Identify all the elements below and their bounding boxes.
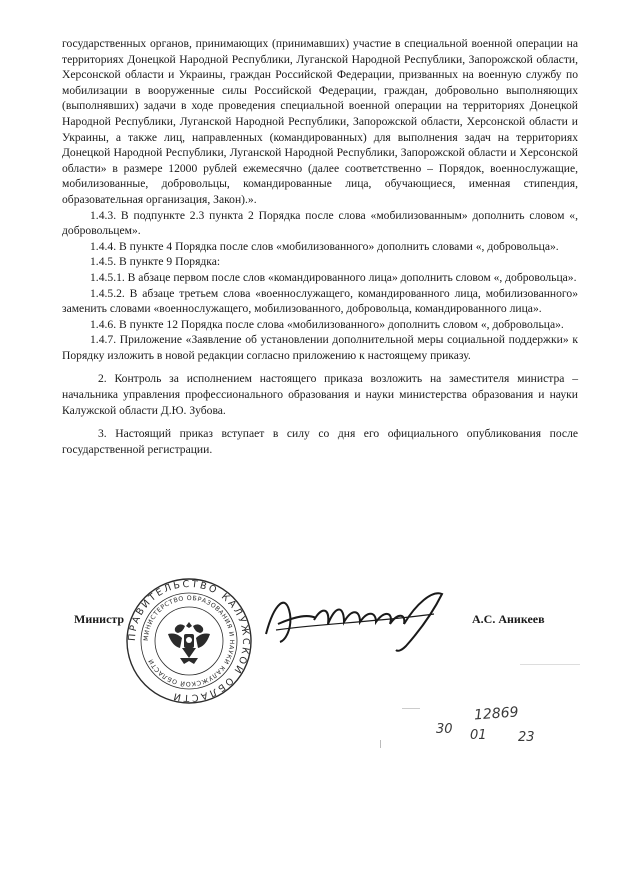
registration-date-year: 23 (518, 730, 535, 745)
seal-outer-text: ПРАВИТЕЛЬСТВО КАЛУЖСКОЙ ОБЛАСТИ (126, 578, 252, 704)
paragraph-1-4-6: 1.4.6. В пункте 12 Порядка после слова «мобилизованного» дополнить словом «, добровольца». (90, 317, 564, 331)
paragraph-1-4-4: 1.4.4. В пункте 4 Порядка после слов «мобилизованного» дополнить словами «, добровольца». (90, 239, 559, 253)
paragraph-3-effect: 3. Настоящий приказ вступает в силу со дня его официального опубликования после государственной регистрации. (62, 427, 578, 456)
scan-mark (520, 664, 580, 665)
signatory-name: А.С. Аникеев (472, 612, 545, 626)
paragraph-1-4-3: 1.4.3. В подпункте 2.3 пункта 2 Порядка после слова «мобилизованным» дополнить словом «, добровольцем». (62, 208, 578, 238)
seal-inner-text: МИНИСТЕРСТВО ОБРАЗОВАНИЯ И НАУКИ КАЛУЖСКОЙ ОБЛАСТИ (142, 594, 236, 688)
signature-block (62, 606, 582, 646)
scan-mark (402, 708, 420, 709)
paragraph-1-4-5-1: 1.4.5.1. В абзаце первом после слов «командированного лица» дополнить словом «, добровольца». (90, 270, 577, 284)
registration-date-day: 30 (436, 722, 453, 737)
paragraph-2-control: 2. Контроль за исполнением настоящего приказа возложить на заместителя министра – начальника управления профессионального образования и науки министерства образования и науки Калужской области Д.Ю. Зубова. (62, 372, 578, 417)
paragraph-continuation: государственных органов, принимающих (принимавших) участие в специальной военной операции на территориях Донецкой Народной Республики, Луганской Народной Республики, Запорожской области, Херсонской области и Украины, граждан Российской Федерации, призванных на военную службу по мобилизации в вооруженные силы Российской Федерации, граждан, добровольно выполняющих (выполнявших) задачи в ходе проведения специальной военной операции на территориях Донецкой Народной Республики, Луганской Народной Республики, Запорожской области, Херсонской области и Украины, а также лиц, направленных (командированных) для выполнения задач на территориях Донецкой Народной Республики, Луганской Народной Республики, Запорожской области и Херсонской области» в размере 12000 рублей ежемесячно (далее соответственно – Порядок, военнослужащие, мобилизованные, добровольцы, командированные лица, обучающиеся, именная стипендия, образовательная организация, Закон).». (62, 37, 578, 206)
document-body (62, 36, 578, 457)
paragraph-1-4-5: 1.4.5. В пункте 9 Порядка: (90, 255, 221, 269)
paragraph-1-4-5-2: 1.4.5.2. В абзаце третьем слова «военнослужащего, командированного лица, мобилизованного» заменить словами «военнослужащего, мобилизованного, добровольца, командированного лица». (62, 286, 578, 316)
signatory-title: Министр (74, 612, 125, 626)
registration-number: 12869 (473, 704, 520, 724)
registration-date-month: 01 (470, 728, 487, 743)
paragraph-1-4-7: 1.4.7. Приложение «Заявление об установлении дополнительной меры социальной поддержки» к Порядку изложить в новой редакции согласно приложению к настоящему приказу. (62, 333, 578, 362)
scan-mark (380, 740, 381, 748)
